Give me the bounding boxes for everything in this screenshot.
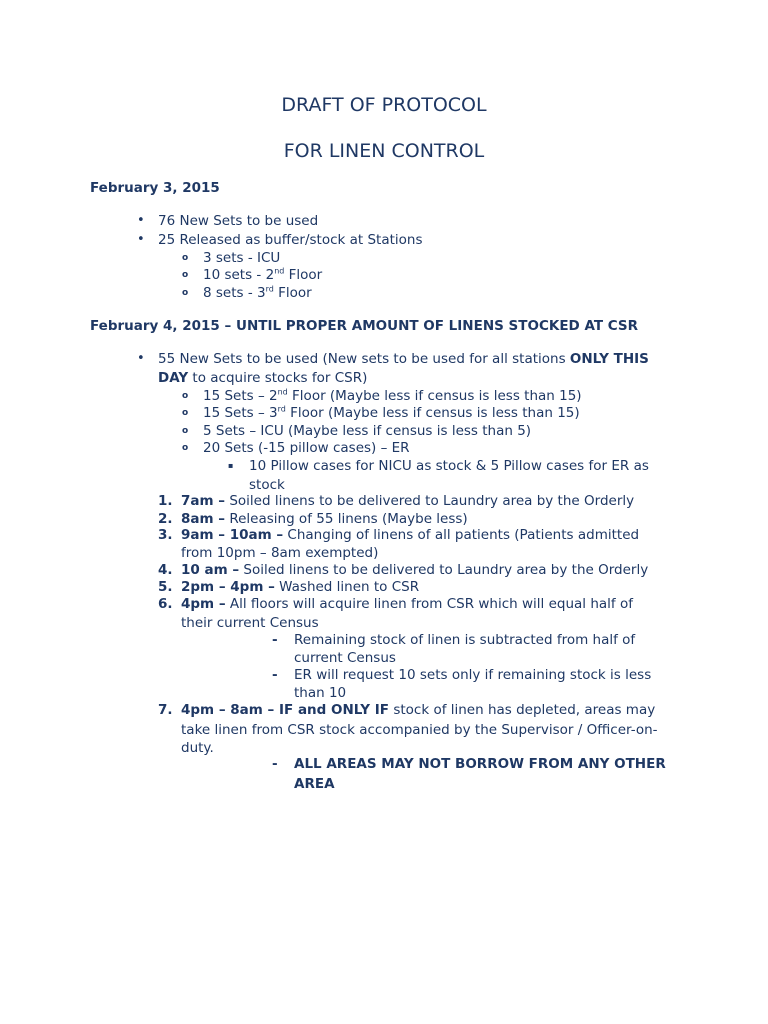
sec2-bullet-1-line-2: DAY to acquire stocks for CSR) [158,370,368,386]
sec2-sub-3: 5 Sets – ICU (Maybe less if census is less than 5) [203,423,532,439]
section-1-heading: February 3, 2015 [90,180,220,196]
step-7-dash-1-line-2: AREA [294,776,335,792]
title-line-2: FOR LINEN CONTROL [283,140,485,162]
step-6: 4pm – All floors will acquire linen from CSR which will equal half of [181,596,633,612]
sec1-bullet-1: 76 New Sets to be used [158,213,319,229]
circle-marker: o [182,443,189,453]
step-4: 10 am – Soiled linens to be delivered to Laundry area by the Orderly [181,562,649,578]
circle-marker: o [182,288,189,298]
step-3: 9am – 10am – Changing of linens of all patients (Patients admitted [181,527,640,543]
step-7: 4pm – 8am – IF and ONLY IF stock of linen has depleted, areas may [181,702,656,718]
step-3-continued: from 10pm – 8am exempted) [181,545,379,561]
sec1-sub-2: 10 sets - 2nd Floor [203,266,323,283]
circle-marker: o [182,426,189,436]
sec2-sub-4: 20 Sets (-15 pillow cases) – ER [203,440,410,456]
step-5: 2pm – 4pm – Washed linen to CSR [181,579,420,595]
square-marker: ▪ [228,461,234,470]
circle-marker: o [182,391,189,401]
sec2-subsub-1-line-2: stock [249,477,285,493]
sec1-sub-1: 3 sets - ICU [203,250,281,266]
step-number: 5. [158,579,173,595]
step-number: 6. [158,596,173,612]
sec2-sub-2: 15 Sets – 3rd Floor (Maybe less if census is less than 15) [203,404,580,421]
step-6-dash-1-line-2: current Census [294,650,396,666]
bullet-marker: • [137,213,145,228]
step-number: 7. [158,702,173,718]
step-1: 7am – Soiled linens to be delivered to Laundry area by the Orderly [181,493,635,509]
sec1-sub-3: 8 sets - 3rd Floor [203,284,312,301]
step-7-continued: take linen from CSR stock accompanied by the Supervisor / Officer-on- [181,722,658,738]
step-number: 2. [158,511,173,527]
sec2-subsub-1-line-1: 10 Pillow cases for NICU as stock & 5 Pillow cases for ER as [249,458,649,474]
section-2-heading: February 4, 2015 – UNTIL PROPER AMOUNT OF LINENS STOCKED AT CSR [90,318,639,334]
step-number: 1. [158,493,173,509]
sec2-sub-1: 15 Sets – 2nd Floor (Maybe less if census is less than 15) [203,387,582,404]
step-7-dash-1-line-1: ALL AREAS MAY NOT BORROW FROM ANY OTHER [294,756,666,772]
sec2-bullet-1-line-1: 55 New Sets to be used (New sets to be used for all stations ONLY THIS [158,351,649,367]
bullet-marker: • [137,232,145,247]
dash-marker: - [272,667,278,683]
step-7-continued-2: duty. [181,740,214,756]
title-line-1: DRAFT OF PROTOCOL [281,94,487,116]
step-6-dash-2-line-1: ER will request 10 sets only if remaining stock is less [294,667,652,683]
step-2: 8am – Releasing of 55 linens (Maybe less) [181,511,468,527]
step-6-dash-1-line-1: Remaining stock of linen is subtracted from half of [294,632,636,648]
bullet-marker: • [137,351,145,366]
step-6-continued: their current Census [181,615,319,631]
step-number: 3. [158,527,173,543]
sec1-bullet-2: 25 Released as buffer/stock at Stations [158,232,423,248]
dash-marker: - [272,632,278,648]
circle-marker: o [182,408,189,418]
step-6-dash-2-line-2: than 10 [294,685,347,701]
circle-marker: o [182,253,189,263]
circle-marker: o [182,270,189,280]
dash-marker: - [272,756,278,772]
step-number: 4. [158,562,173,578]
